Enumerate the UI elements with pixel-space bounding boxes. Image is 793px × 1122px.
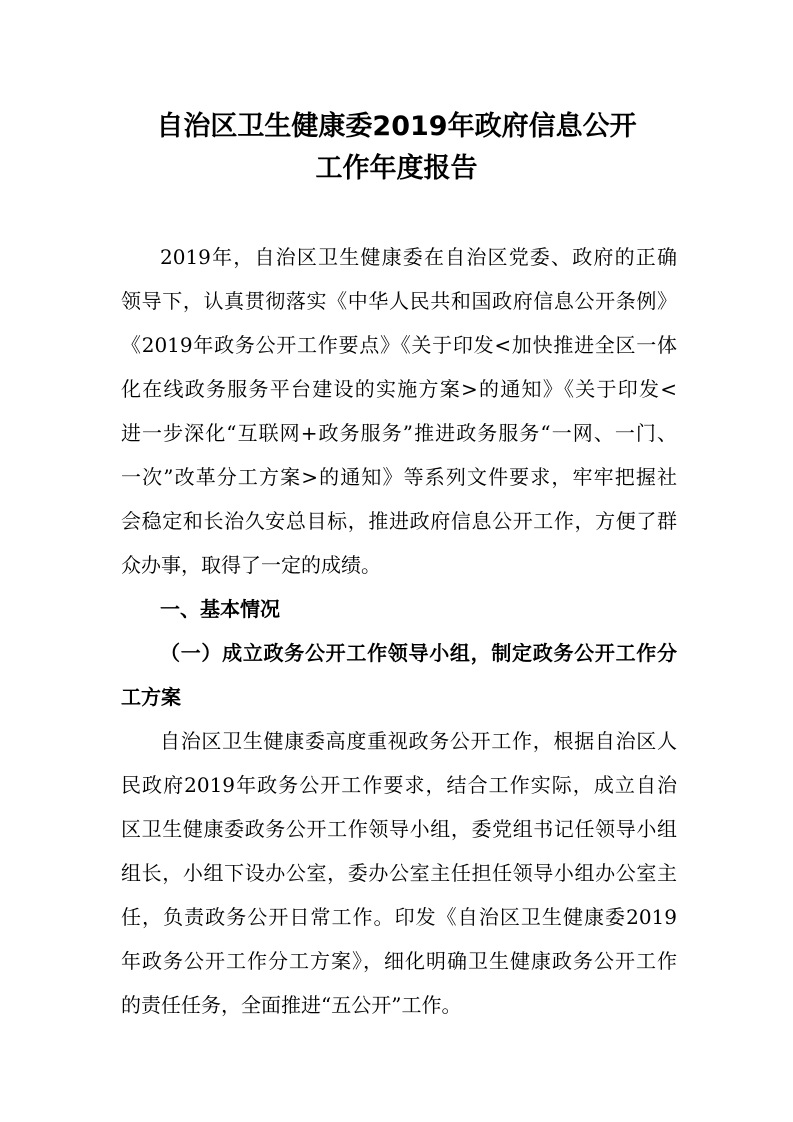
body-paragraph-line: 年政务公开工作分工方案》，细化明确卫生健康政务公开工作 [121,949,677,973]
section-heading-basic-situation: 一、基本情况 [160,597,280,621]
subsection-heading-line: 工方案 [121,685,181,709]
intro-paragraph-line: 化在线政务服务平台建设的实施方案>的通知》《关于印发< [121,377,677,401]
body-paragraph-line: 区卫生健康委政务公开工作领导小组，委党组书记任领导小组 [121,817,677,841]
intro-paragraph-line: 一次”改革分工方案>的通知》等系列文件要求，牢牢把握社 [121,465,677,489]
intro-paragraph-line: 2019年，自治区卫生健康委在自治区党委、政府的正确 [160,245,677,269]
document-title-line-1: 自治区卫生健康委2019年政府信息公开 [156,111,637,142]
intro-paragraph-line: 领导下，认真贯彻落实《中华人民共和国政府信息公开条例》 [121,289,677,313]
subsection-heading-line: （一）成立政务公开工作领导小组，制定政务公开工作分 [160,641,677,665]
body-paragraph-line: 任，负责政务公开日常工作。印发《自治区卫生健康委2019 [121,905,677,929]
intro-paragraph-line: 会稳定和长治久安总目标，推进政府信息公开工作，方便了群 [121,509,677,533]
intro-paragraph-line: 进一步深化“互联网+政务服务”推进政务服务“一网、一门、 [121,421,677,445]
body-paragraph-line: 的责任任务，全面推进“五公开”工作。 [121,993,462,1017]
body-paragraph-line: 民政府2019年政务公开工作要求，结合工作实际，成立自治 [121,773,677,797]
document-title-line-2: 工作年度报告 [315,153,478,184]
body-paragraph-line: 自治区卫生健康委高度重视政务公开工作，根据自治区人 [160,729,677,753]
intro-paragraph-line: 众办事，取得了一定的成绩。 [121,553,381,577]
intro-paragraph-line: 《2019年政务公开工作要点》《关于印发<加快推进全区一体 [121,333,677,357]
body-paragraph-line: 组长，小组下设办公室，委办公室主任担任领导小组办公室主 [121,861,677,885]
